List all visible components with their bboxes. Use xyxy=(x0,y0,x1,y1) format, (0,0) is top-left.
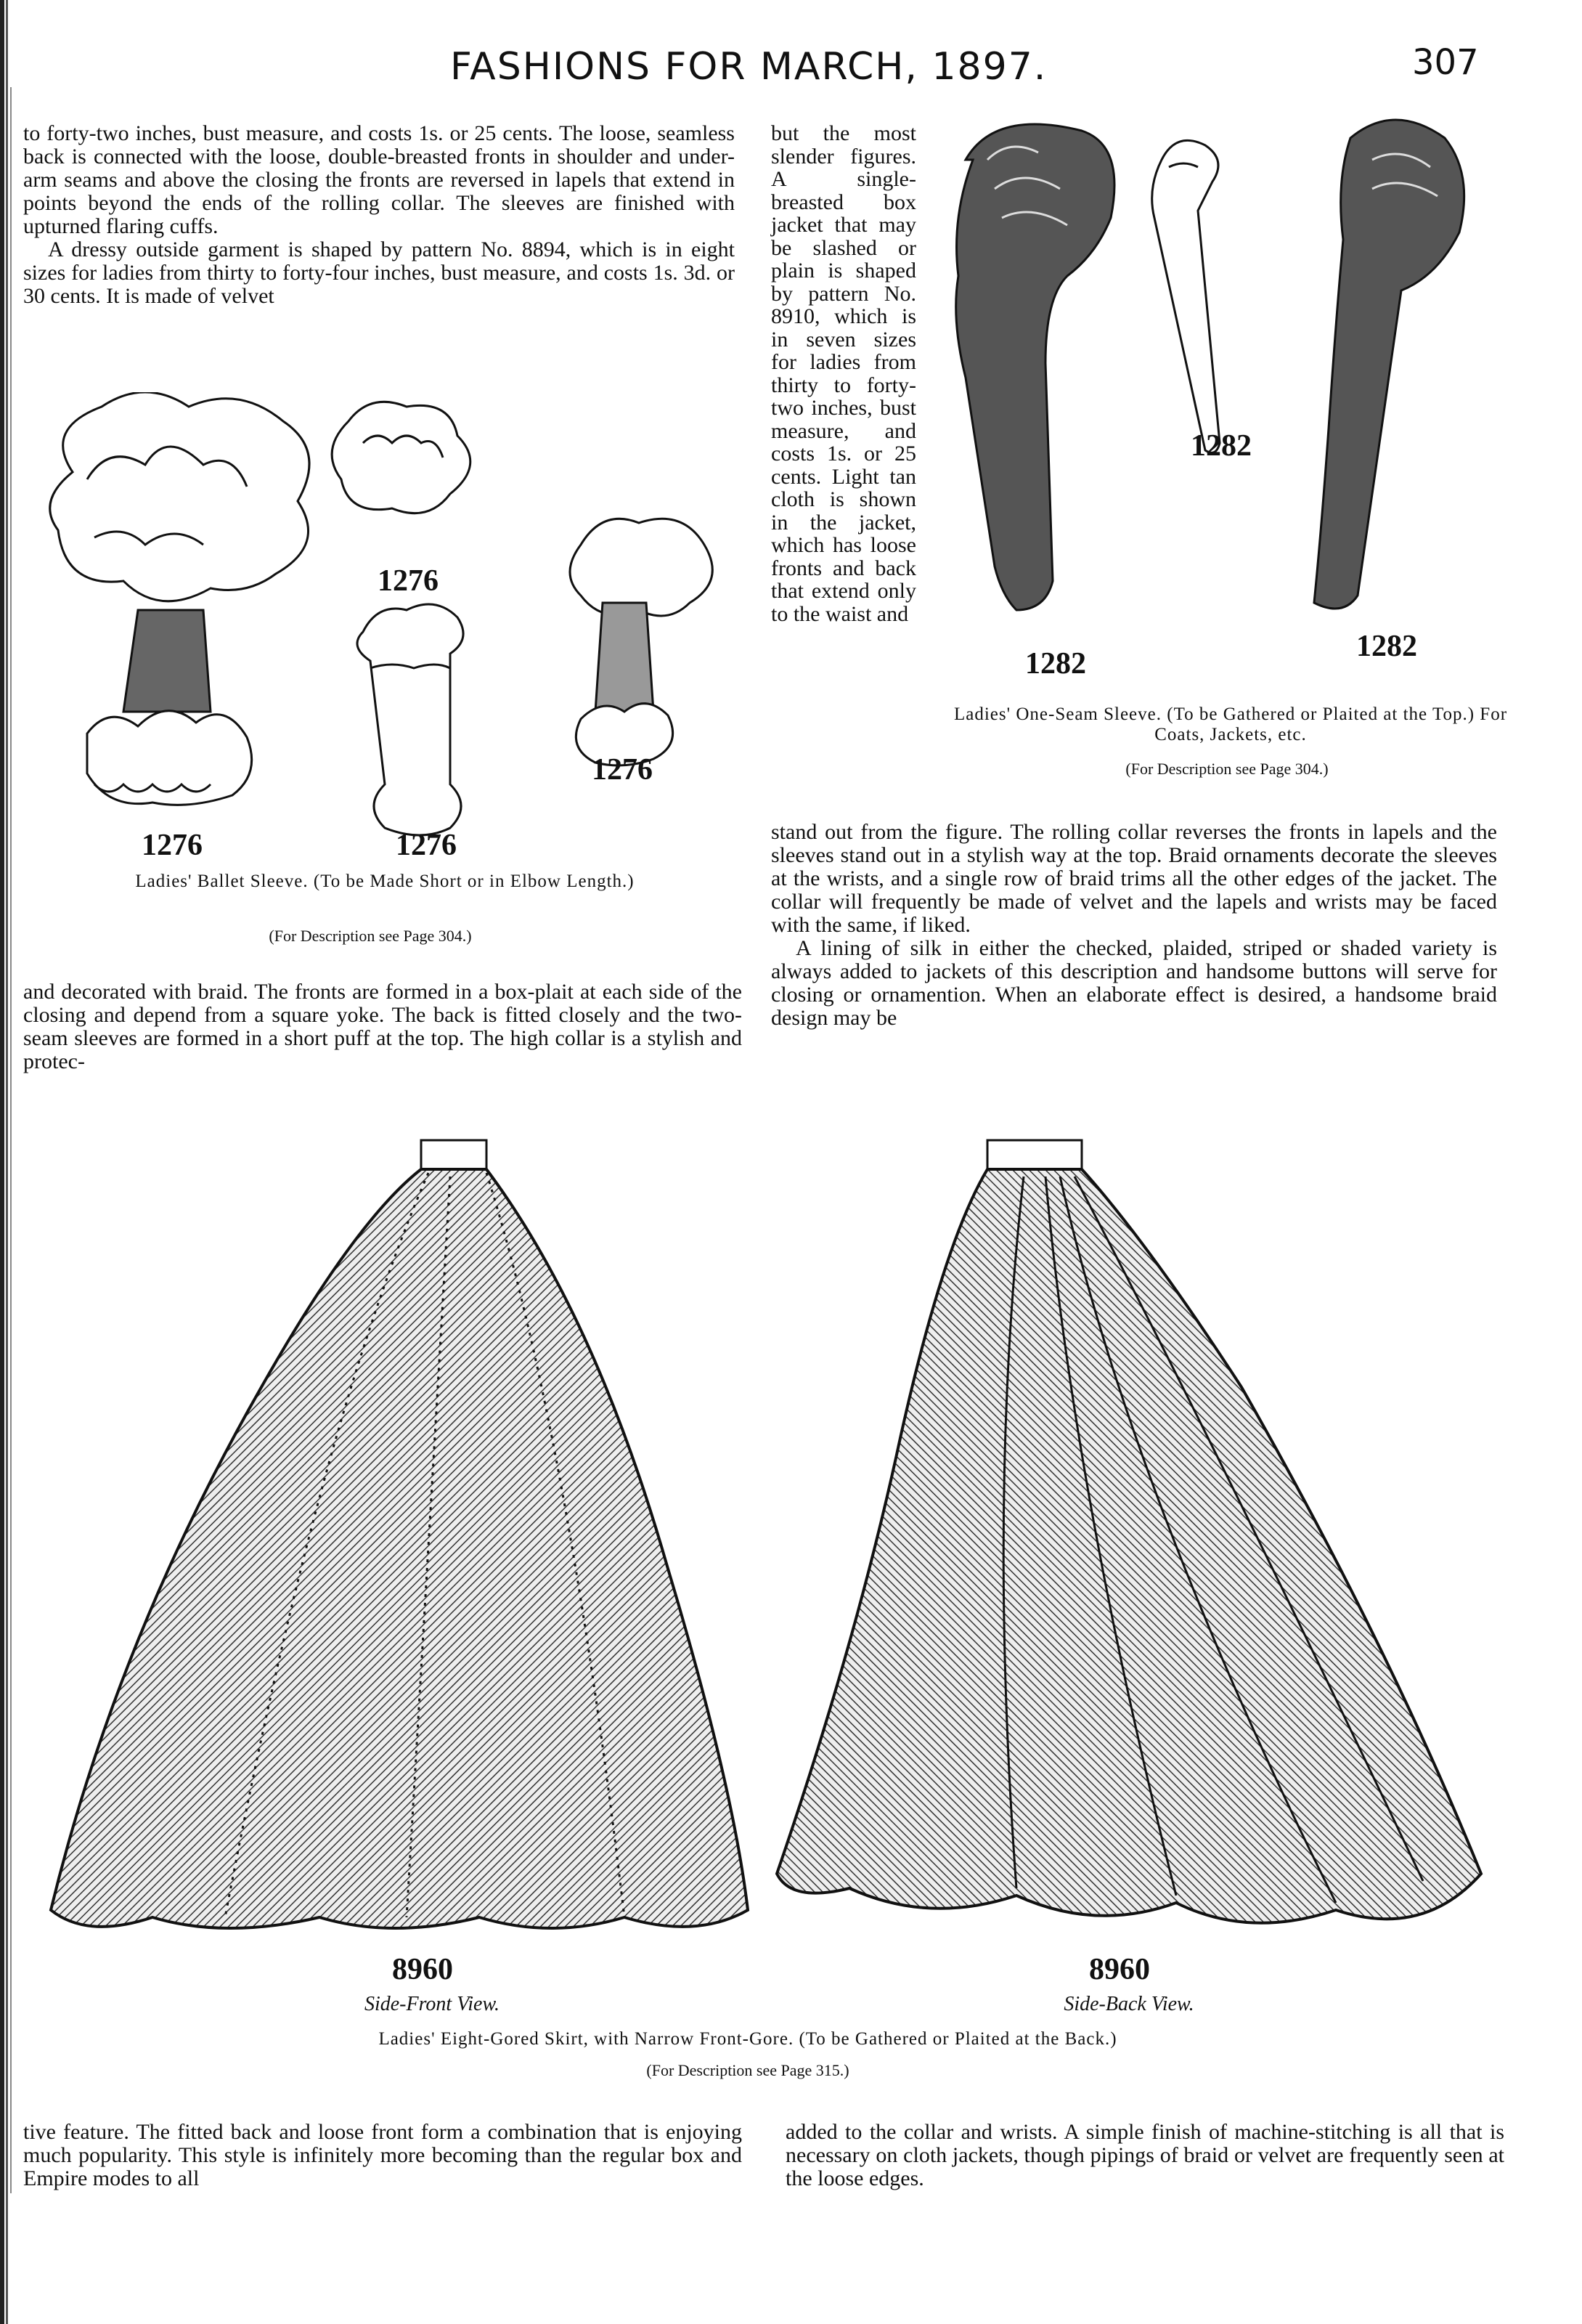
figure-number: 8960 xyxy=(392,1953,453,1986)
figure-number: 8960 xyxy=(1089,1953,1150,1986)
ballet-sleeve-description-ref: (For Description see Page 304.) xyxy=(269,927,472,945)
one-seam-sleeve-description-ref: (For Description see Page 304.) xyxy=(1125,760,1329,778)
bottom-right-text-block: added to the collar and wrists. A simple finish of machine-stitching is all that is necessary on cloth jackets, though pipings of braid or velvet are frequently seen at the loose edges. xyxy=(786,2120,1504,2190)
paragraph: stand out from the figure. The rolling collar reverses the fronts in lapels and the sleeves stand out in a stylish way at the top. Braid ornaments decorate the sleeves at the wrists, and a single row of braid trims all the other edges of the jacket. The collar will frequently be made of velvet and the lapels and wrists may be faced with the same, if liked. xyxy=(771,820,1497,937)
skirt-caption: Ladies' Eight-Gored Skirt, with Narrow Front-Gore. (To be Gathered or Plaited at the Back.) xyxy=(378,2029,1117,2049)
figure-number: 1282 xyxy=(1025,647,1086,680)
page-binding-edge xyxy=(0,0,22,2324)
page-number: 307 xyxy=(1412,42,1479,83)
figure-number: 1276 xyxy=(396,829,457,862)
page-title: FASHIONS FOR MARCH, 1897. xyxy=(450,45,1048,89)
mid-right-text-block xyxy=(771,821,1497,1030)
paragraph: A dressy outside garment is shaped by pattern No. 8894, which is in eight sizes for ladies from thirty to forty-four inches, bust measure, and costs 1s. 3d. or 30 cents. It is made of velvet xyxy=(23,237,735,308)
bottom-left-text-block: tive feature. The fitted back and loose front form a combination that is enjoying much popularity. This style is infinitely more becoming than the regular box and Empire modes to all xyxy=(23,2120,742,2190)
figure-number: 1282 xyxy=(1191,429,1252,463)
ballet-sleeve-illustration xyxy=(29,392,741,864)
figure-number: 1282 xyxy=(1356,630,1417,663)
skirt-right-view-label: Side-Back View. xyxy=(1064,1993,1194,2015)
one-seam-sleeve-illustration xyxy=(944,116,1510,654)
page-header xyxy=(0,42,1582,96)
one-seam-sleeve-caption: Ladies' One-Seam Sleeve. (To be Gathered or Plaited at the Top.) For Coats, Jackets, etc. xyxy=(953,704,1508,744)
figure-number: 1276 xyxy=(142,829,203,862)
narrow-column-text: but the most slender figures. A single-breasted box jacket that may be slashed or plain is shaped by pattern No. 8910, which is in seven sizes for ladies from thirty to forty-two inches, bust measure, and costs 1s. or 25 cents. Light tan cloth is shown in the jacket, which has loose fronts and back that extend only to the waist and xyxy=(771,121,916,626)
figure-number: 1276 xyxy=(378,564,439,598)
figure-number: 1276 xyxy=(592,753,653,787)
skirt-left-view-label: Side-Front View. xyxy=(364,1993,500,2015)
skirt-side-back-illustration xyxy=(770,1133,1496,1946)
mid-left-text-block: and decorated with braid. The fronts are formed in a box-plait at each side of the closing and depend from a square yoke. The back is fitted closely and the two-seam sleeves are formed in a short puff at the top. The high collar is a stylish and protec- xyxy=(23,980,742,1073)
paragraph: to forty-two inches, bust measure, and costs 1s. or 25 cents. The loose, seamless back is connected with the loose, double-breasted fronts in shoulder and under-arm seams and above the closing the fronts are reversed in lapels that extend in points beyond the ends of the rolling collar. The sleeves are finished with upturned flaring cuffs. xyxy=(23,121,735,238)
ballet-sleeve-caption: Ladies' Ballet Sleeve. (To be Made Short or in Elbow Length.) xyxy=(135,871,635,891)
skirt-side-front-illustration xyxy=(44,1133,762,1946)
top-left-text-block xyxy=(23,122,735,308)
paragraph: A lining of silk in either the checked, plaided, striped or shaded variety is always added to jackets of this description and handsome buttons will serve for closing or ornamention. When an elaborate effect is desired, a handsome braid design may be xyxy=(771,936,1497,1030)
skirt-description-ref: (For Description see Page 315.) xyxy=(646,2061,849,2079)
